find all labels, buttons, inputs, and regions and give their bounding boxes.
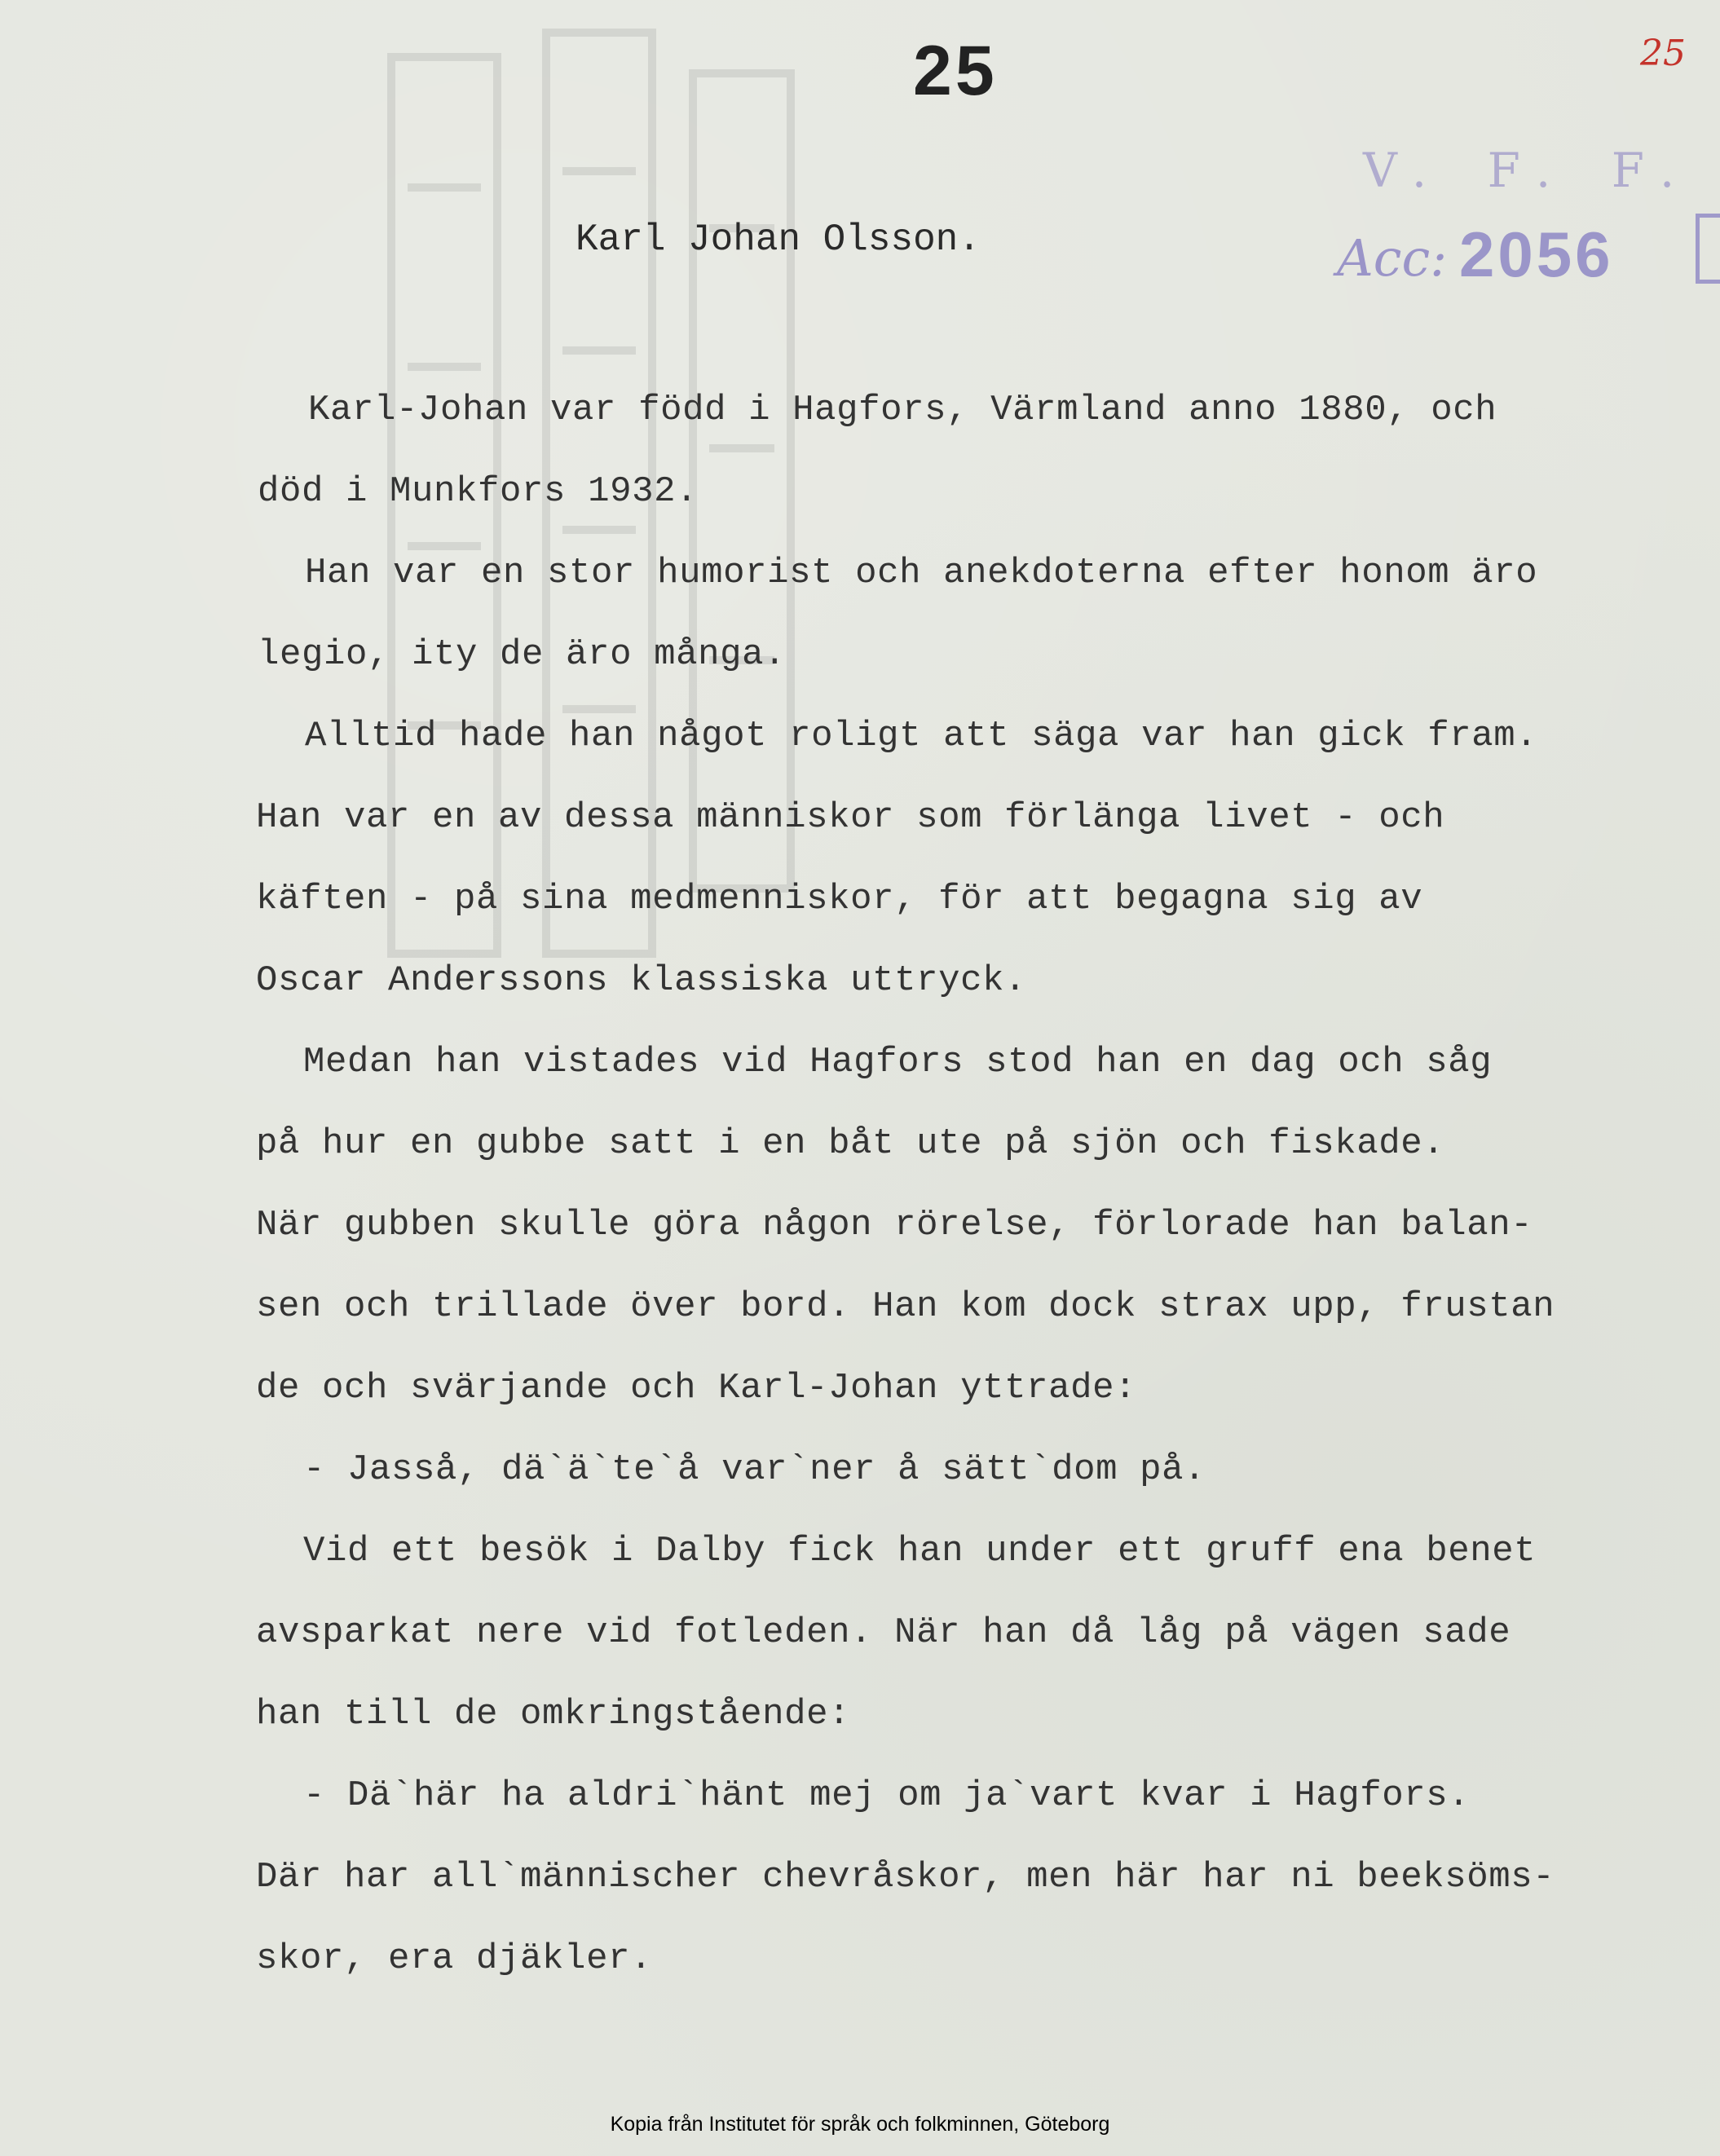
text-line: Han var en stor humorist och anekdoterna efter honom äro <box>305 553 1538 593</box>
text-line: han till de omkringstående: <box>256 1694 851 1735</box>
text-line: legio, ity de äro många. <box>258 634 787 675</box>
accession-label: Acc: <box>1337 228 1448 288</box>
text-line: död i Munkfors 1932. <box>258 471 699 512</box>
text-line: skor, era djäkler. <box>256 1938 653 1979</box>
document-title: Karl Johan Olsson. <box>576 218 981 261</box>
page-number: 25 <box>913 32 998 110</box>
stamp-edge-mark <box>1696 214 1720 284</box>
accession-number: 2056 <box>1459 218 1614 290</box>
text-line: Där har all`männischer chevråskor, men här har ni beeksöms- <box>256 1857 1555 1898</box>
archive-stamp-line: V. F. F. <box>1363 143 1698 198</box>
text-line: Karl-Johan var född i Hagfors, Värmland anno 1880, och <box>308 390 1497 430</box>
text-line: avsparkat nere vid fotleden. När han då låg på vägen sade <box>256 1612 1511 1653</box>
text-line: käften - på sina medmenniskor, för att begagna sig av <box>256 879 1423 919</box>
archive-footer: Kopia från Institutet för språk och folkminnen, Göteborg <box>610 2113 1110 2136</box>
text-line: Vid ett besök i Dalby fick han under ett gruff ena benet <box>303 1531 1537 1572</box>
handwritten-page-number: 25 <box>1640 33 1686 74</box>
text-line: på hur en gubbe satt i en båt ute på sjön och fiskade. <box>256 1123 1445 1164</box>
text-line: - Dä`här ha aldri`hänt mej om ja`vart kvar i Hagfors. <box>303 1775 1471 1816</box>
text-line: Han var en av dessa människor som förlänga livet - och <box>256 797 1445 838</box>
text-line: de och svärjande och Karl-Johan yttrade: <box>256 1368 1137 1409</box>
text-line: Medan han vistades vid Hagfors stod han en dag och såg <box>303 1042 1493 1082</box>
text-line: Oscar Anderssons klassiska uttryck. <box>256 960 1027 1001</box>
text-line: Alltid hade han något roligt att säga var han gick fram. <box>305 716 1538 756</box>
text-line: När gubben skulle göra någon rörelse, förlorade han balan- <box>256 1205 1533 1246</box>
text-line: sen och trillade över bord. Han kom dock strax upp, frustan <box>256 1286 1555 1327</box>
text-line: - Jasså, dä`ä`te`å var`ner å sätt`dom på. <box>303 1449 1206 1490</box>
